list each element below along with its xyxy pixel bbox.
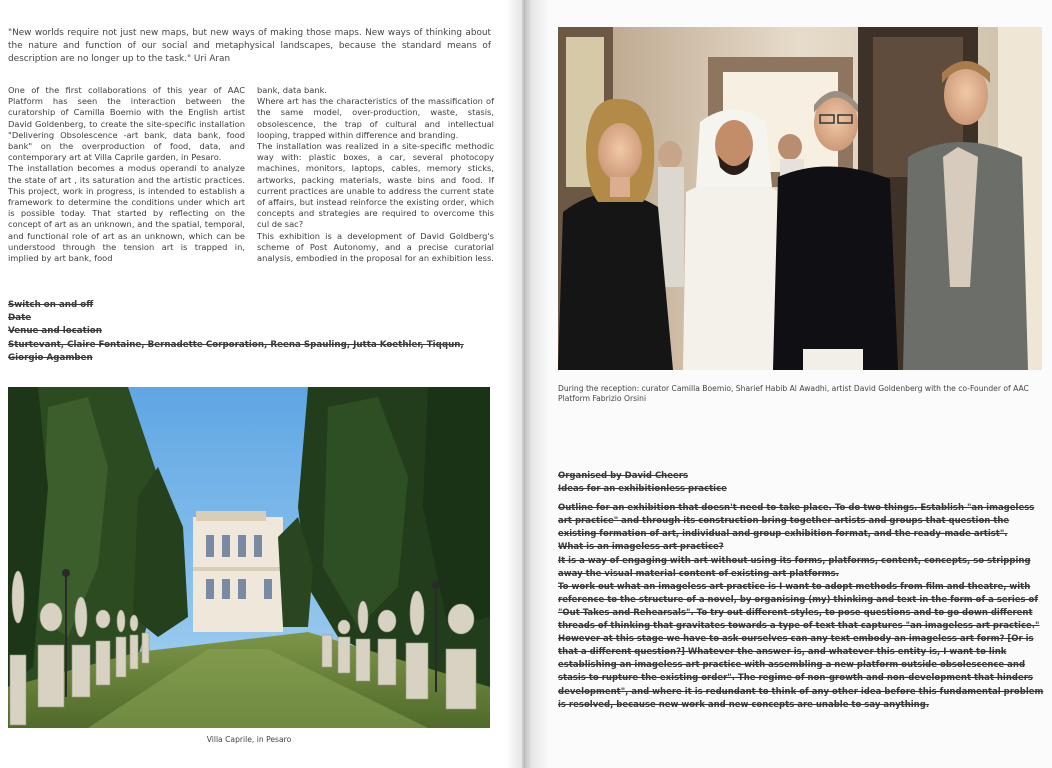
struck-line: Ideas for an exhibitionless practice xyxy=(558,484,727,495)
struck-out-list xyxy=(8,299,488,365)
villa-garden-photo xyxy=(8,387,490,728)
struck-line: Date xyxy=(8,313,32,324)
struck-paragraph: Outline for an exhibition that doesn't need to take place. To do two things. Establish "an imageless art practice" and through its construction bring together artists and groups that question the existing formation of art, individual and group exhibition format, and the ready-made artist". xyxy=(558,503,1035,540)
struck-paragraph: What is an imageless art practice? xyxy=(558,542,724,553)
struck-line: Sturtevant, Claire Fontaine, Bernadette Corporation, Reena Spauling, Jutta Koethler, Tiqqun, Giorgio Agamben xyxy=(8,339,464,363)
reception-photo xyxy=(558,27,1042,370)
struck-line: Venue and location xyxy=(8,326,102,337)
struck-line: Organised by David Cheers xyxy=(558,471,689,481)
paragraph: The installation was realized in a site-specific methodic way with: plastic boxes, a car, several photocopy machines, monitors, laptops, cables, memory sticks, artworks, packing materials, waste bins and food. If current practices are unable to address the current state of affairs, but instead reinforce the existing order, which concepts and strategies are required to overcome this cul de sac? xyxy=(257,141,494,230)
struck-line: Switch on and off xyxy=(8,300,94,310)
struck-out-proposal xyxy=(558,470,1044,712)
epigraph-quote: "New worlds require not just new maps, but new ways of making those maps. New ways of thinking about the nature and function of our social and metaphysical landscapes, because the standard means of description are no longer up to the task." Uri Aran xyxy=(8,28,491,64)
paragraph: This exhibition is a development of David Goldberg's scheme of Post Autonomy, and a precise curatorial analysis, embodied in the proposal for an exhibition less. xyxy=(257,230,494,264)
struck-paragraph: It is a way of engaging with art without using its forms, platforms, content, concepts, so stripping away the visual material content of existing art platforms. xyxy=(558,555,1031,579)
paragraph: Where art has the characteristics of the massification of the same model, over-production, waste, stasis, obsolescence, the trap of cultural and intellectual looping, trapped within difference and branding. xyxy=(257,96,494,140)
paragraph: One of the first collaborations of this year of AAC Platform has seen the interaction between the curatorship of Camilla Boemio with the English artist David Goldenberg, to create the site-specific installation "Delivering Obsolescence -art bank, data bank, food bank" on the overproduction of food, data, and contemporary art at Villa Caprile garden, in Pesaro. xyxy=(8,85,245,163)
garden-photo-caption: Villa Caprile, in Pesaro xyxy=(206,735,292,744)
struck-paragraph: To work out what an imageless art practice is I want to adopt methods from film and theatre, with reference to the structure of a novel, by organising (my) thinking and text in the form of a series of "Out Takes and Rehearsals". To try out different styles, to pose questions and to go down different threads of thinking that gravitates towards a type of text that captures "an imageless art practice." However at this stage we have to ask ourselves can any text embody an imageless art form? [Or is that a different question?] Whatever the answer is, and whatever this entity is, I want to link establishing an imageless art practice with assembling a new platform outside obsolescence and stasis to rupture the existing order". The regime of non-growth and non-development that hinders development", and where it is redundant to think of any other idea before this fundamental problem is resolved, because new work and new concepts are unable to say anything. xyxy=(558,581,1044,710)
article-column-1 xyxy=(8,85,245,264)
article-column-2 xyxy=(257,85,494,264)
left-page xyxy=(0,0,522,768)
paragraph: bank, data bank. xyxy=(257,85,328,95)
reception-photo-caption: During the reception: curator Camilla Boemio, Sharief Habib Al Awadhi, artist David Goldenberg with the co-Founder of AAC Platform Fabrizio Orsini xyxy=(558,384,1029,403)
paragraph: The installation becomes a modus operandi to analyze the state of art , its saturation and the artistic practices. This project, work in progress, is intended to establish a framework to determine the conditions under which art is possible today. That started by reflecting on the concept of art as an unknown, and the spatial, temporal, and functional role of art as an unknown, which can be understood through the tension art is trapped in, implied by art bank, food xyxy=(8,163,245,264)
